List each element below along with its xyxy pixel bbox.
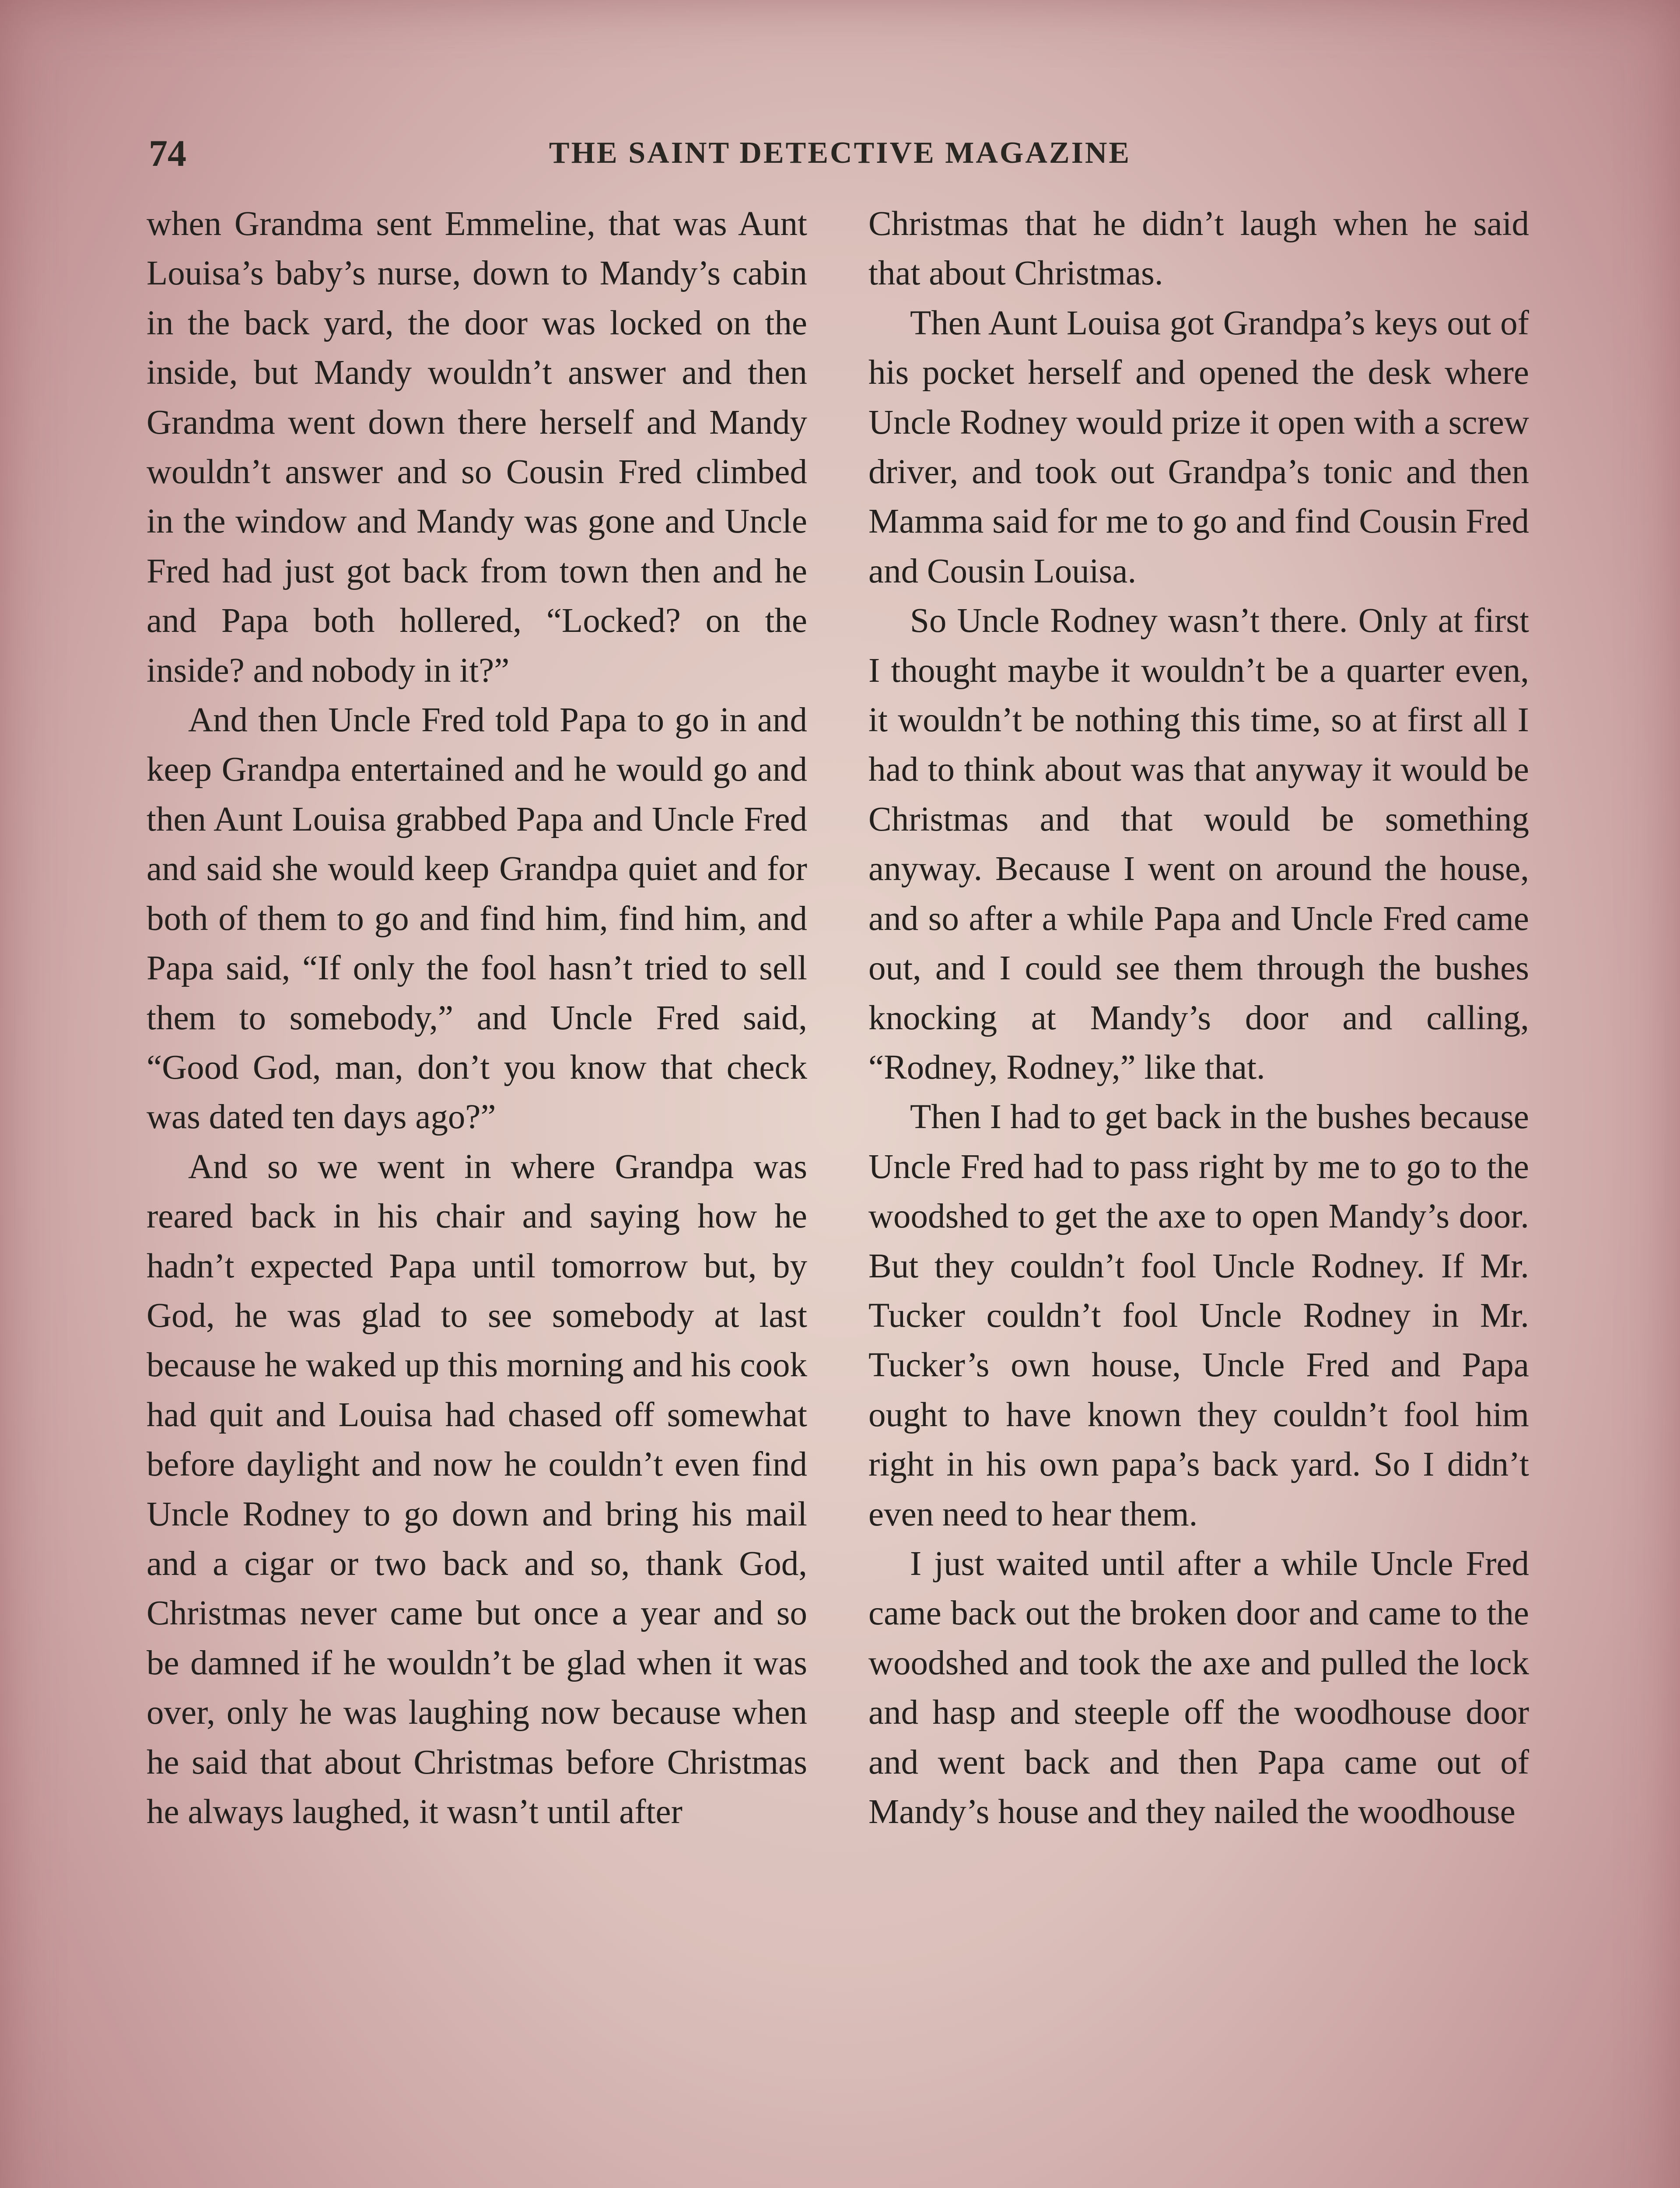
- paragraph: when Grandma sent Emmeline, that was Aunt Louisa’s baby’s nurse, down to Mandy’s cabin in the back yard, the door was locked on the inside, but Mandy wouldn’t answer and then Grandma went down there herself and Mandy wouldn’t answer and so Cousin Fred climbed in the window and Mandy was gone and Uncle Fred had just got back from town then and he and Papa both hollered, “Locked? on the inside? and nobody in it?”: [147, 205, 807, 690]
- running-head: THE SAINT DETECTIVE MAGAZINE: [549, 136, 1131, 170]
- page-number: 74: [149, 132, 186, 174]
- paragraph: Then I had to get back in the bushes because Uncle Fred had to pass right by me to go to the woodshed to get the axe to open Mandy’s door. But they couldn’t fool Uncle Rodney. If Mr. Tucker couldn’t fool Uncle Rodney in Mr. Tucker’s own house, Uncle Fred and Papa ought to have known they couldn’t fool him right in his own papa’s back yard. So I didn’t even need to hear them.: [868, 1098, 1529, 1533]
- paragraph: I just waited until after a while Uncle Fred came back out the broken door and came to the woodshed and took the axe and pulled the lock and hasp and steeple off the woodhouse door and went back and then Papa came out of Mandy’s house and they nailed the woodhouse: [868, 1544, 1529, 1831]
- left-column: [147, 199, 807, 1837]
- page-header: [149, 127, 1531, 179]
- paragraph: So Uncle Rodney wasn’t there. Only at first I thought maybe it wouldn’t be a quarter even, it wouldn’t be nothing this time, so at first all I had to think about was that anyway it would be Christmas and that would be something anyway. Because I went on around the house, and so after a while Papa and Uncle Fred came out, and I could see them through the bushes knocking at Mandy’s door and calling, “Rodney, Rodney,” like that.: [868, 602, 1529, 1087]
- paragraph: Then Aunt Louisa got Grandpa’s keys out of his pocket herself and opened the desk where Uncle Rodney would prize it open with a screw driver, and took out Grandpa’s tonic and then Mamma said for me to go and find Cousin Fred and Cousin Louisa.: [868, 304, 1529, 590]
- right-column: [868, 199, 1529, 1837]
- paragraph: Christmas that he didn’t laugh when he said that about Christmas.: [868, 205, 1529, 293]
- paragraph: And then Uncle Fred told Papa to go in and keep Grandpa entertained and he would go and then Aunt Louisa grabbed Papa and Uncle Fred and said she would keep Grandpa quiet and for both of them to go and find him, find him, and Papa said, “If only the fool hasn’t tried to sell them to somebody,” and Uncle Fred said, “Good God, man, don’t you know that check was dated ten days ago?”: [147, 701, 807, 1136]
- paragraph: And so we went in where Grandpa was reared back in his chair and saying how he hadn’t expected Papa until tomorrow but, by God, he was glad to see somebody at last because he waked up this morning and his cook had quit and Louisa had chased off somewhat before daylight and now he couldn’t even find Uncle Rodney to go down and bring his mail and a cigar or two back and so, thank God, Christmas never came but once a year and so be damned if he wouldn’t be glad when it was over, only he was laughing now because when he said that about Christmas before Christmas he always laughed, it wasn’t until after: [147, 1147, 807, 1831]
